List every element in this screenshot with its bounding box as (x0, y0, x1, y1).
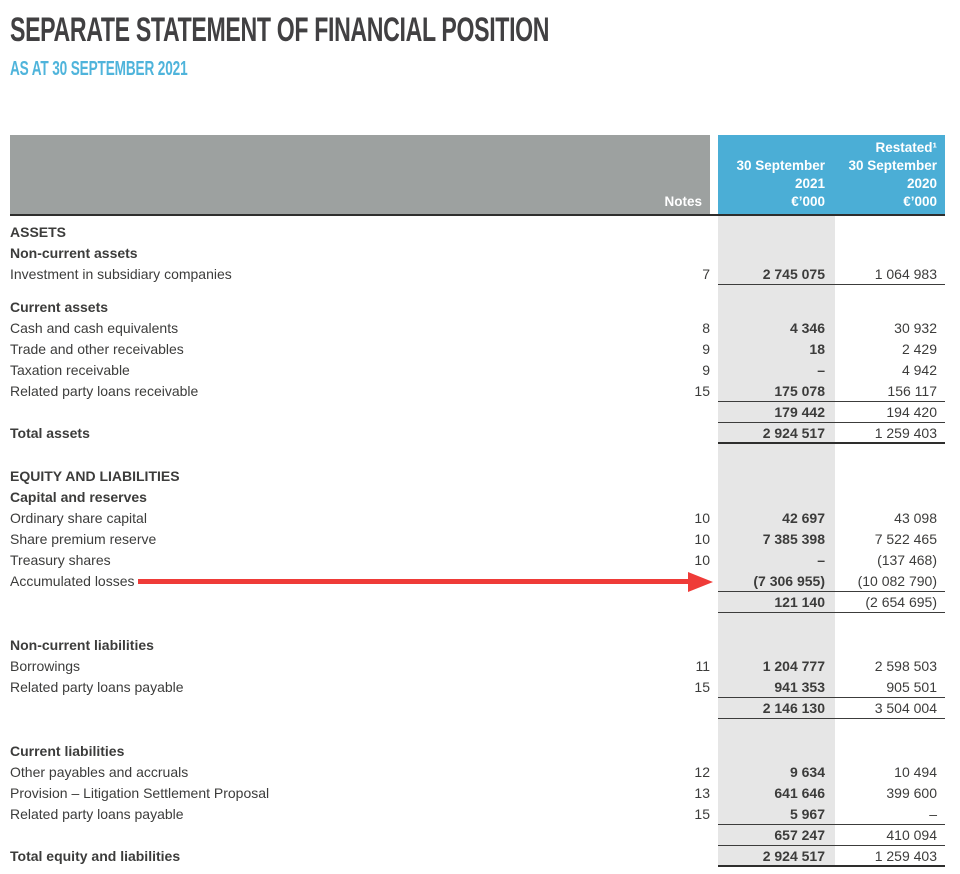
value-2020 (835, 741, 945, 762)
row-note (660, 571, 710, 592)
value-2021: – (718, 360, 835, 381)
table-row (10, 402, 945, 423)
row-note (660, 635, 710, 656)
value-2021 (718, 466, 835, 487)
value-2020: – (929, 806, 937, 822)
table-row (10, 783, 945, 804)
value-2021: 657 247 (718, 825, 835, 845)
row-label: ASSETS (10, 224, 67, 240)
restated-label: Restated¹ (875, 140, 937, 155)
row-note: 10 (694, 531, 710, 547)
table-row (10, 592, 945, 613)
value-2020: 10 494 (894, 764, 937, 780)
row-note: 9 (702, 362, 710, 378)
row-note: 10 (694, 552, 710, 568)
row-label: Provision – Litigation Settlement Proposal (10, 785, 270, 801)
row-note (660, 698, 710, 719)
table-row (10, 285, 945, 297)
column-header-line: 2021 (794, 176, 825, 191)
row-note (660, 222, 710, 243)
table-row (10, 529, 945, 550)
row-note: 9 (702, 341, 710, 357)
page-subtitle: AS AT 30 SEPTEMBER 2021 (10, 58, 188, 80)
row-note: 11 (695, 658, 710, 674)
row-note: 8 (702, 320, 710, 336)
value-2020 (835, 297, 945, 318)
value-2021 (718, 243, 835, 264)
value-2020: 4 942 (901, 362, 937, 378)
column-header-line: €’000 (903, 194, 937, 209)
table-row (10, 613, 945, 635)
financial-table (10, 135, 945, 867)
row-label (10, 402, 660, 423)
value-2020: (2 654 695) (865, 594, 937, 610)
value-2021: 18 (718, 339, 835, 360)
value-2021: (7 306 955) (718, 571, 835, 591)
period-column-headers (718, 135, 945, 214)
row-note (660, 402, 710, 423)
value-2020 (835, 222, 945, 243)
value-2020: 399 600 (886, 785, 937, 801)
row-label: Related party loans receivable (10, 383, 199, 399)
value-2021 (718, 487, 835, 508)
value-2020: (10 082 790) (857, 573, 937, 589)
notes-column-header (10, 135, 710, 214)
table-row (10, 804, 945, 825)
row-label: Cash and cash equivalents (10, 320, 179, 336)
row-note (660, 741, 710, 762)
table-row (10, 297, 945, 318)
row-label: Non-current assets (10, 245, 138, 261)
value-2021: 7 385 398 (718, 529, 835, 550)
row-note (660, 243, 710, 264)
table-row (10, 635, 945, 656)
table-row (10, 508, 945, 529)
table-row (10, 423, 945, 444)
row-label: Current liabilities (10, 743, 125, 759)
value-2021: 9 634 (718, 762, 835, 783)
value-2020: 1 259 403 (874, 848, 937, 864)
column-header-line: 2020 (906, 176, 937, 191)
row-note (660, 825, 710, 846)
column-header-line: 30 September (848, 158, 937, 173)
row-label: Related party loans payable (10, 806, 184, 822)
value-2021: 2 924 517 (718, 423, 835, 442)
row-label: Capital and reserves (10, 489, 147, 505)
row-label: Accumulated losses (10, 573, 135, 589)
row-note (660, 487, 710, 508)
page-title: SEPARATE STATEMENT OF FINANCIAL POSITION (10, 11, 550, 49)
value-2020 (835, 487, 945, 508)
table-row (10, 318, 945, 339)
table-row (10, 698, 945, 719)
value-2021: 641 646 (718, 783, 835, 804)
value-2021 (718, 222, 835, 243)
table-row (10, 550, 945, 571)
column-header-line: 30 September (736, 158, 825, 173)
table-row (10, 381, 945, 402)
row-label: Taxation receivable (10, 362, 130, 378)
row-label (10, 825, 660, 846)
value-2021: – (718, 550, 835, 571)
value-2021: 1 204 777 (718, 656, 835, 677)
row-label: Borrowings (10, 658, 81, 674)
row-note: 15 (694, 383, 710, 399)
row-label: Share premium reserve (10, 531, 157, 547)
row-note: 15 (694, 679, 710, 695)
row-note: 15 (694, 806, 710, 822)
value-2020: 2 429 (901, 341, 937, 357)
row-note: 12 (694, 764, 710, 780)
value-2020: 30 932 (894, 320, 937, 336)
table-row (10, 222, 945, 243)
row-note (660, 592, 710, 613)
value-2020: 156 117 (887, 383, 937, 399)
row-label: EQUITY AND LIABILITIES (10, 468, 180, 484)
table-row (10, 444, 945, 466)
value-2021: 175 078 (718, 381, 835, 401)
row-note: 7 (702, 266, 710, 282)
table-row (10, 656, 945, 677)
row-label: Related party loans payable (10, 679, 184, 695)
column-header-2021 (718, 157, 835, 214)
value-2021: 2 146 130 (718, 698, 835, 718)
value-2020: 1 259 403 (874, 425, 937, 441)
value-2020 (835, 466, 945, 487)
value-2021 (718, 741, 835, 762)
value-2020: 2 598 503 (874, 658, 937, 674)
row-label (10, 592, 660, 613)
row-note (660, 466, 710, 487)
value-2020: 410 094 (886, 827, 937, 843)
row-label: Non-current liabilities (10, 637, 154, 653)
notes-header-label: Notes (664, 194, 702, 209)
row-label: Total equity and liabilities (10, 848, 181, 864)
table-row (10, 719, 945, 741)
table-row (10, 243, 945, 264)
row-note (660, 846, 710, 867)
value-2021: 941 353 (718, 677, 835, 697)
table-row (10, 487, 945, 508)
column-header-2020 (835, 139, 945, 214)
value-2021: 5 967 (718, 804, 835, 824)
row-label: Other payables and accruals (10, 764, 189, 780)
table-row (10, 339, 945, 360)
row-note: 13 (694, 785, 710, 801)
row-label: Trade and other receivables (10, 341, 184, 357)
value-2021 (718, 635, 835, 656)
value-2020: 194 420 (886, 404, 937, 420)
value-2020: 7 522 465 (874, 531, 937, 547)
row-label: Total assets (10, 425, 90, 441)
table-header (10, 135, 945, 216)
value-2021: 4 346 (718, 318, 835, 339)
value-2021: 121 140 (718, 592, 835, 612)
value-2021 (718, 297, 835, 318)
row-label: Current assets (10, 299, 109, 315)
value-2020: 1 064 983 (874, 266, 937, 282)
row-label: Investment in subsidiary companies (10, 266, 232, 282)
table-row (10, 762, 945, 783)
table-row (10, 360, 945, 381)
value-2020 (835, 635, 945, 656)
column-header-line: €’000 (791, 194, 825, 209)
table-row (10, 741, 945, 762)
table-body (10, 216, 945, 867)
table-row (10, 846, 945, 867)
row-note (660, 423, 710, 444)
value-2020: 43 098 (894, 510, 937, 526)
value-2020: (137 468) (877, 552, 937, 568)
table-row (10, 677, 945, 698)
value-2020: 3 504 004 (874, 700, 937, 716)
table-row (10, 571, 945, 592)
row-label: Treasury shares (10, 552, 111, 568)
row-note (660, 297, 710, 318)
row-label: Ordinary share capital (10, 510, 147, 526)
table-row (10, 264, 945, 285)
table-row (10, 825, 945, 846)
value-2021: 2 745 075 (718, 264, 835, 284)
value-2020: 905 501 (886, 679, 937, 695)
row-label (10, 698, 660, 719)
value-2021: 42 697 (718, 508, 835, 529)
value-2020 (835, 243, 945, 264)
table-row (10, 466, 945, 487)
value-2021: 179 442 (718, 402, 835, 422)
row-note: 10 (694, 510, 710, 526)
value-2021: 2 924 517 (718, 846, 835, 865)
